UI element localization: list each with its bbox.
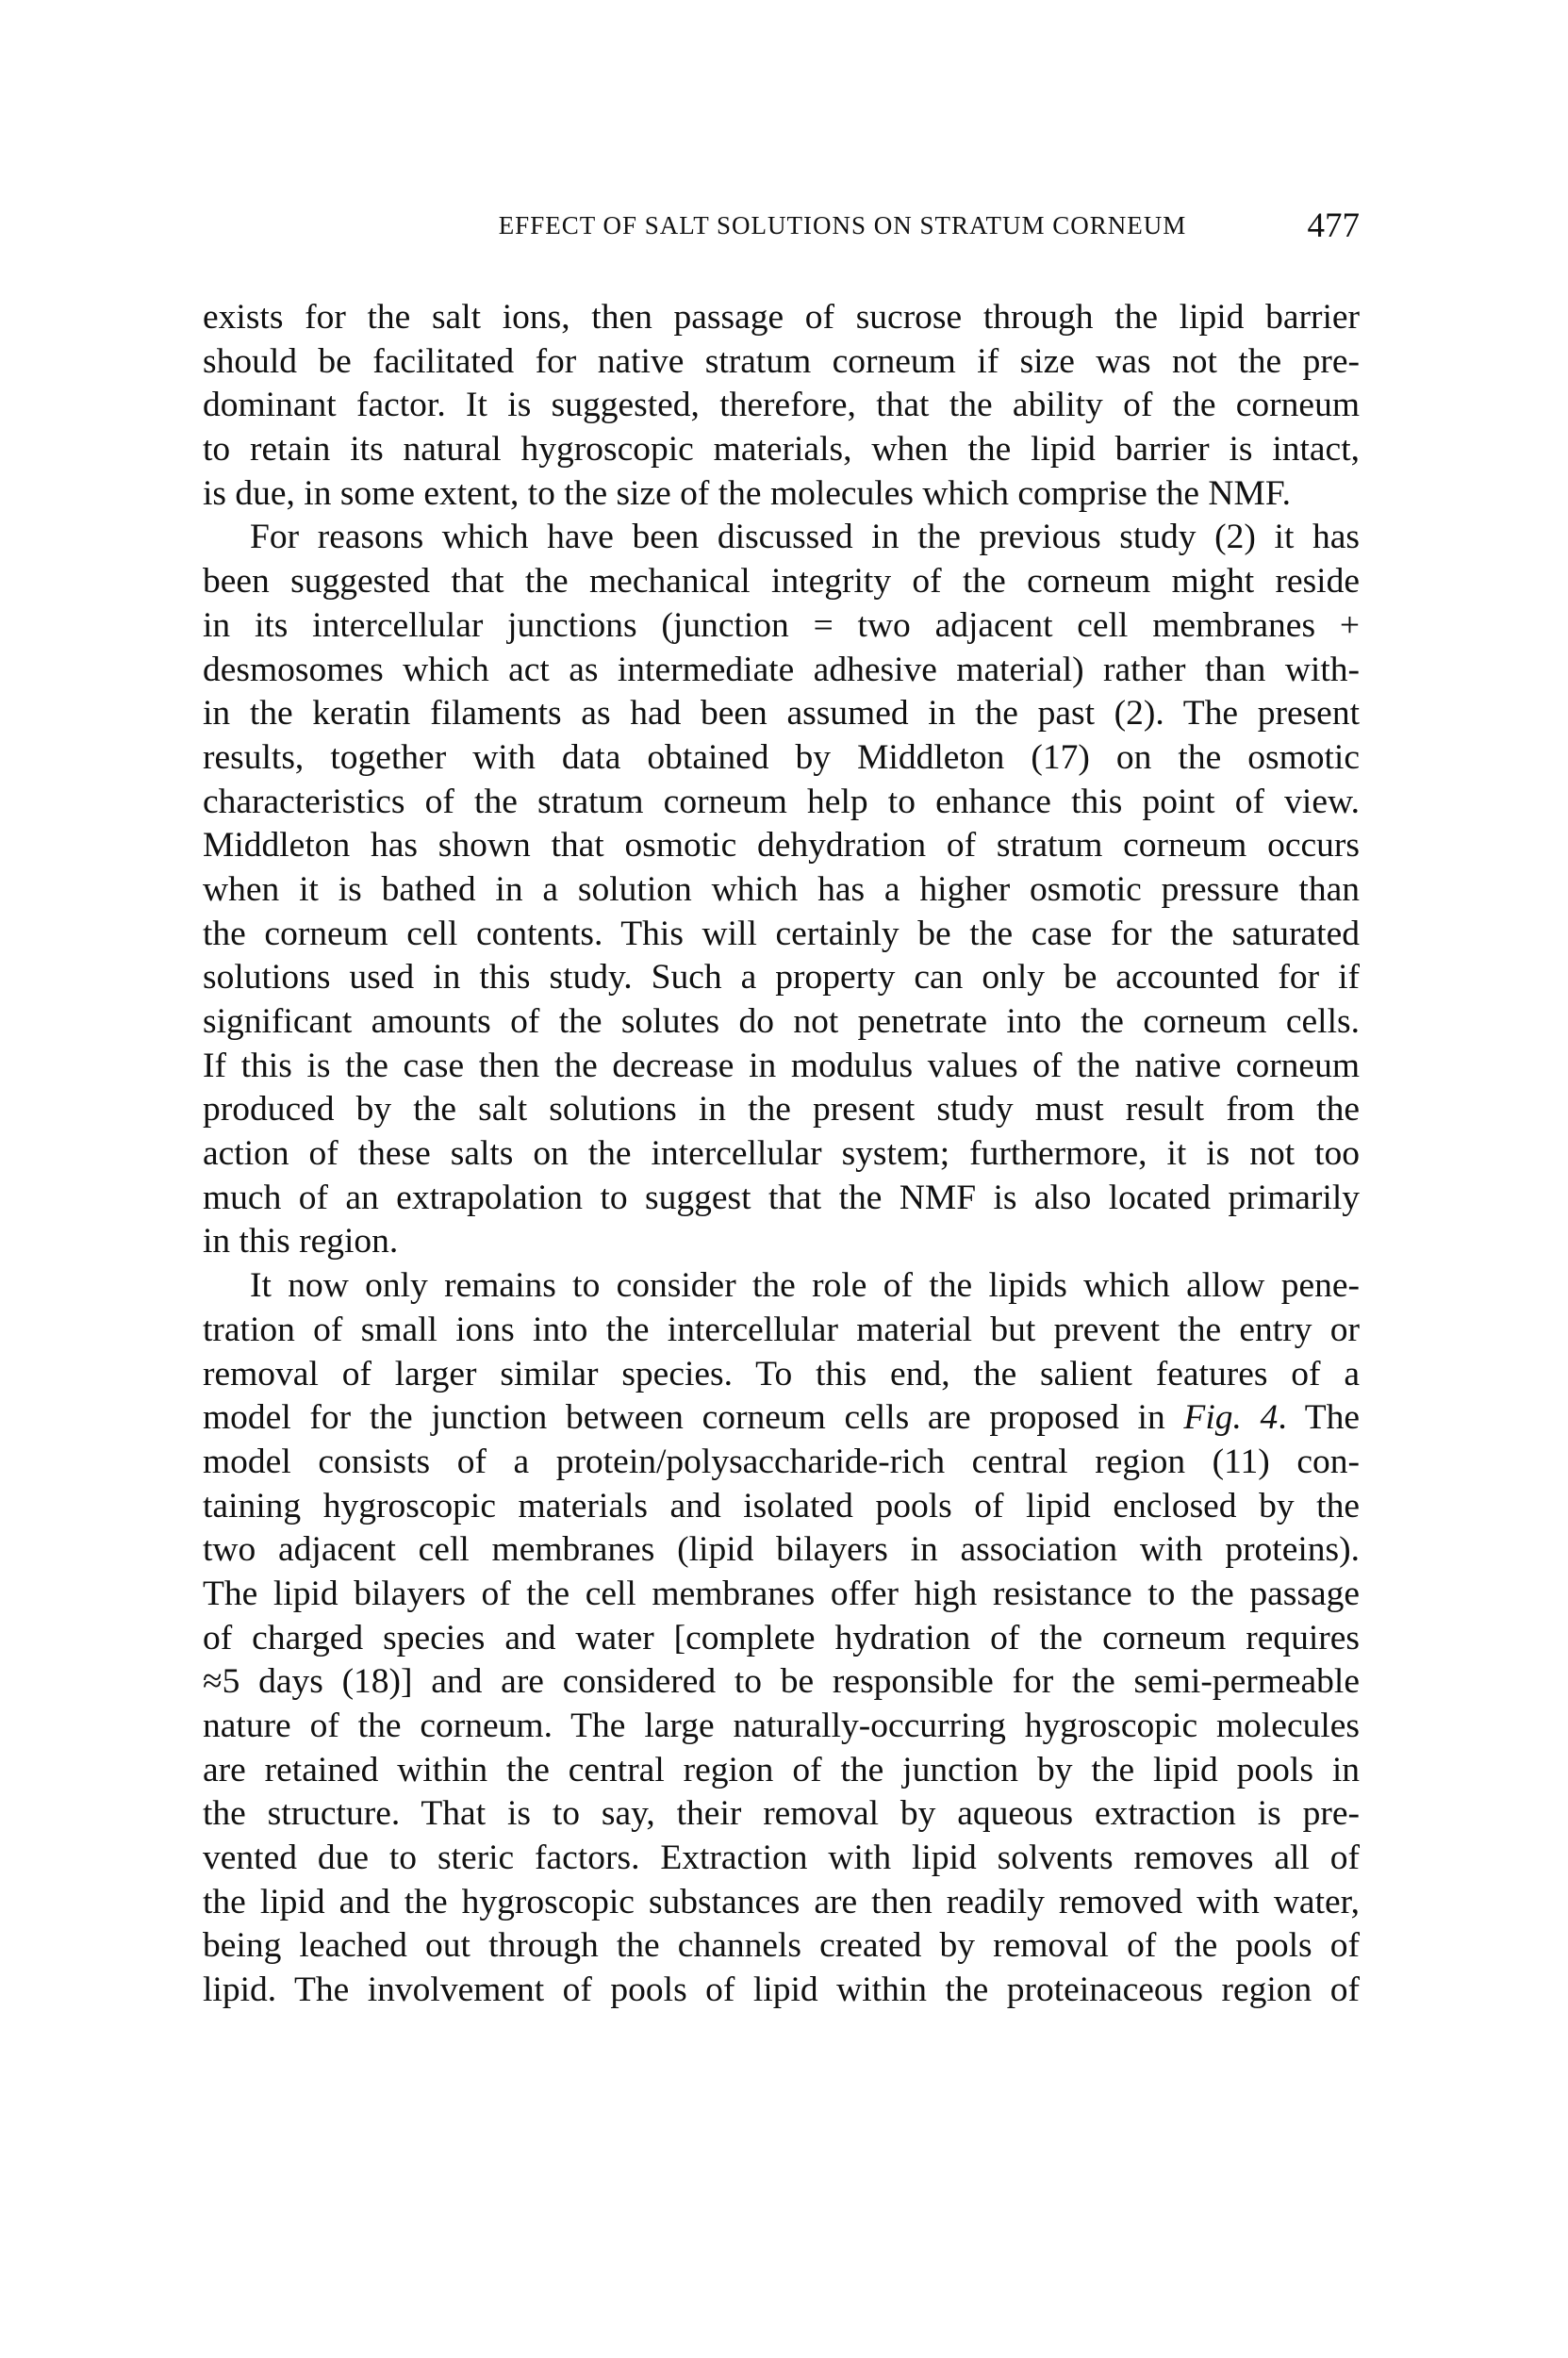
line-text: exists for the salt ions, then passage of sucrose through the lipid barrier	[203, 298, 1360, 337]
line-text: removal of larger similar species. To this end, the salient features of a	[203, 1354, 1360, 1393]
text-line	[203, 1177, 1360, 1221]
text-line	[203, 1705, 1360, 1749]
text-line	[203, 1485, 1360, 1529]
line-text: Middleton has shown that osmotic dehydration of stratum corneum occurs	[203, 826, 1360, 866]
text-line	[203, 824, 1360, 868]
line-text: significant amounts of the solutes do not penetrate into the corneum cells.	[203, 1002, 1360, 1041]
figure-reference: Fig. 4	[1183, 1398, 1279, 1438]
text-line	[203, 692, 1360, 736]
text-line	[203, 1220, 1360, 1264]
line-text: nature of the corneum. The large naturally-occurring hygroscopic molecules	[203, 1707, 1360, 1745]
text-line	[203, 781, 1360, 825]
line-text: model for the junction between corneum cells are proposed in	[203, 1398, 1184, 1438]
body-text	[203, 296, 1360, 2013]
text-line	[203, 1132, 1360, 1177]
text-line	[203, 1441, 1360, 1485]
line-text: being leached out through the channels created by removal of the pools of	[203, 1926, 1360, 1966]
text-line	[203, 296, 1360, 340]
line-text: when it is bathed in a solution which has a higher osmotic pressure than	[203, 869, 1360, 909]
line-text: action of these salts on the intercellular system; furthermore, it is not too	[203, 1134, 1360, 1174]
text-line	[203, 1881, 1360, 1925]
line-text: the corneum cell contents. This will certainly be the case for the saturated	[203, 914, 1360, 953]
line-text: model consists of a protein/polysaccharide-rich central region (11) con-	[203, 1442, 1360, 1481]
line-text: desmosomes which act as intermediate adhesive material) rather than with-	[203, 650, 1360, 689]
text-line	[203, 956, 1360, 1000]
line-text: is due, in some extent, to the size of the molecules which comprise the NMF.	[203, 473, 1292, 513]
line-text: much of an extrapolation to suggest that the NMF is also located primarily	[203, 1178, 1360, 1217]
text-line	[203, 1924, 1360, 1969]
text-line	[203, 1396, 1360, 1441]
text-line	[203, 1749, 1360, 1793]
text-line	[203, 1045, 1360, 1089]
line-text: produced by the salt solutions in the present study must result from the	[203, 1090, 1360, 1130]
line-text: in this region.	[203, 1222, 399, 1261]
text-line	[203, 560, 1360, 604]
line-text: It now only remains to consider the role of the lipids which allow pene-	[250, 1266, 1360, 1306]
text-line	[203, 1088, 1360, 1132]
running-header	[203, 207, 1360, 249]
line-text: solutions used in this study. Such a property can only be accounted for if	[203, 958, 1360, 998]
line-text: are retained within the central region of the junction by the lipid pools in	[203, 1750, 1360, 1789]
running-title: EFFECT OF SALT SOLUTIONS ON STRATUM CORNEUM	[498, 211, 1187, 239]
text-line	[203, 1573, 1360, 1617]
line-text: should be facilitated for native stratum corneum if size was not the pre-	[203, 341, 1360, 381]
text-line	[203, 1969, 1360, 2013]
text-line	[203, 1309, 1360, 1353]
line-text: two adjacent cell membranes (lipid bilayers in association with proteins).	[203, 1530, 1360, 1570]
text-line	[203, 1660, 1360, 1705]
text-line	[203, 472, 1360, 517]
line-text: in its intercellular junctions (junction = two adjacent cell membranes +	[203, 605, 1360, 645]
page-number: 477	[1307, 206, 1360, 245]
text-line	[203, 1000, 1360, 1045]
text-line	[203, 1264, 1360, 1309]
line-text: of charged species and water [complete hydration of the corneum requires	[203, 1618, 1360, 1657]
text-line	[203, 428, 1360, 472]
line-text: vented due to steric factors. Extraction with lipid solvents removes all of	[203, 1839, 1360, 1878]
text-line	[203, 384, 1360, 428]
text-line	[203, 913, 1360, 957]
line-text: ≈5 days (18)] and are considered to be responsible for the semi-permeable	[203, 1662, 1360, 1702]
line-text: in the keratin filaments as had been assumed in the past (2). The present	[203, 694, 1360, 734]
line-text: results, together with data obtained by Middleton (17) on the osmotic	[203, 737, 1360, 777]
line-text: to retain its natural hygroscopic materials, when the lipid barrier is intact,	[203, 430, 1360, 470]
line-text: characteristics of the stratum corneum help to enhance this point of view.	[203, 782, 1360, 821]
line-text: For reasons which have been discussed in the previous study (2) it has	[250, 518, 1360, 557]
line-text: tration of small ions into the intercellular material but prevent the entry or	[203, 1310, 1360, 1349]
text-line	[203, 516, 1360, 560]
text-line	[203, 1353, 1360, 1397]
text-line	[203, 604, 1360, 649]
text-line	[203, 340, 1360, 385]
text-line	[203, 1528, 1360, 1573]
line-text: taining hygroscopic materials and isolated pools of lipid enclosed by the	[203, 1486, 1360, 1525]
line-text: dominant factor. It is suggested, therefore, that the ability of the corneum	[203, 386, 1360, 425]
line-text: the structure. That is to say, their removal by aqueous extraction is pre-	[203, 1794, 1360, 1834]
text-line	[203, 868, 1360, 913]
line-text: lipid. The involvement of pools of lipid within the proteinaceous region of	[203, 1970, 1360, 2010]
text-line	[203, 1617, 1360, 1661]
line-text: been suggested that the mechanical integrity of the corneum might reside	[203, 562, 1360, 602]
line-text: The lipid bilayers of the cell membranes offer high resistance to the passage	[203, 1574, 1360, 1613]
text-line	[203, 1837, 1360, 1881]
line-text: If this is the case then the decrease in modulus values of the native corneum	[203, 1046, 1360, 1085]
text-line	[203, 736, 1360, 781]
line-text-continued: . The	[1278, 1398, 1361, 1438]
text-line	[203, 1792, 1360, 1837]
text-line	[203, 649, 1360, 693]
line-text: the lipid and the hygroscopic substances are then readily removed with water,	[203, 1882, 1360, 1921]
